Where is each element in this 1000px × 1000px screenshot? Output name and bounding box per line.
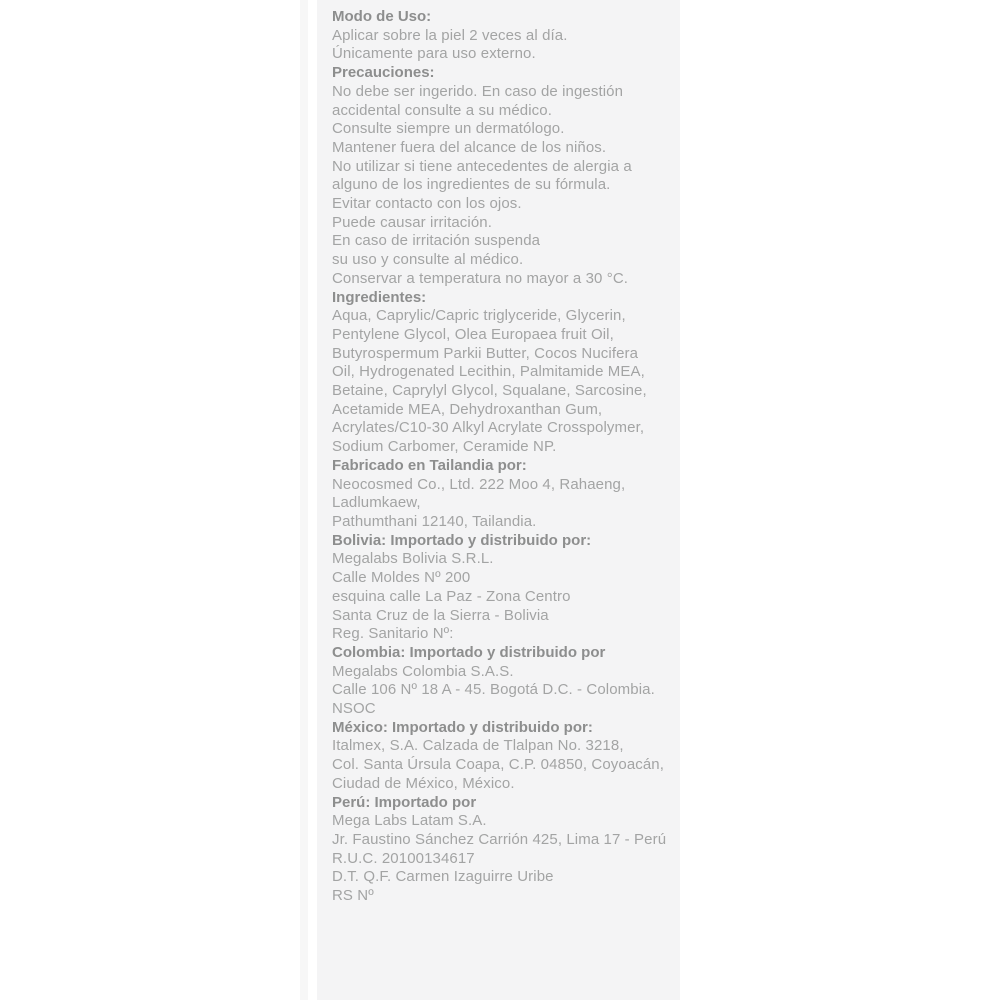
label-heading-line: Modo de Uso: [332, 8, 432, 25]
label-heading-line: Perú: Importado por [332, 793, 477, 811]
label-body-line: Evitar contacto con los ojos. [332, 195, 522, 213]
label-body-line: alguno de los ingredientes de su fórmula. [332, 176, 611, 194]
label-body-line: Italmex, S.A. Calzada de Tlalpan No. 3218, [332, 737, 624, 755]
label-body-line: Conservar a temperatura no mayor a 30 °C. [332, 269, 629, 287]
label-body-line: Megalabs Bolivia S.R.L. [332, 550, 494, 568]
label-body-line: Ciudad de México, México. [332, 774, 515, 792]
label-body-line: En caso de irritación suspenda [332, 232, 541, 250]
label-body-line: su uso y consulte al médico. [332, 251, 524, 269]
label-body-line: RS Nº [332, 887, 374, 905]
label-body-line: Butyrospermum Parkii Butter, Cocos Nucifera [332, 344, 639, 362]
label-heading-line: Precauciones: [332, 64, 435, 82]
label-body-line: Megalabs Colombia S.A.S. [332, 662, 514, 680]
label-body-line: Jr. Faustino Sánchez Carrión 425, Lima 17 - Perú [332, 830, 667, 848]
label-body-line: No debe ser ingerido. En caso de ingestión [332, 82, 624, 100]
label-body-line: Oil, Hydrogenated Lecithin, Palmitamide MEA, [332, 363, 645, 381]
label-body-line: D.T. Q.F. Carmen Izaguirre Uribe [332, 868, 554, 886]
label-body-line: R.U.C. 20100134617 [332, 849, 475, 867]
label-text-block [317, 0, 680, 906]
label-body-line: accidental consulte a su médico. [332, 101, 552, 119]
label-heading-line: Fabricado en Tailandia por: [332, 456, 527, 474]
label-body-line: Reg. Sanitario Nº: [332, 625, 454, 643]
label-body-line: Calle 106 Nº 18 A - 45. Bogotá D.C. - Colombia. [332, 681, 655, 699]
label-body-line: esquina calle La Paz - Zona Centro [332, 587, 571, 605]
label-body-line: Santa Cruz de la Sierra - Bolivia [332, 606, 549, 624]
label-body-line: Sodium Carbomer, Ceramide NP. [332, 438, 557, 456]
label-body-line: Acetamide MEA, Dehydroxanthan Gum, [332, 400, 603, 418]
label-heading-line: Colombia: Importado y distribuido por [332, 643, 606, 661]
label-body-line: Mantener fuera del alcance de los niños. [332, 138, 607, 156]
label-heading-line: Ingredientes: [332, 288, 427, 306]
label-body-line: Aplicar sobre la piel 2 veces al día. [332, 26, 568, 44]
label-body-line: Calle Moldes Nº 200 [332, 569, 471, 587]
label-body-line: Consulte siempre un dermatólogo. [332, 120, 565, 138]
label-heading-line: Bolivia: Importado y distribuido por: [332, 531, 592, 549]
label-body-line: NSOC [332, 700, 376, 718]
label-body-line: Acrylates/C10-30 Alkyl Acrylate Crosspolymer, [332, 419, 645, 437]
product-label-panel [317, 0, 680, 1000]
label-edge-shadow [300, 0, 308, 1000]
label-body-line: Puede causar irritación. [332, 213, 492, 231]
label-body-line: Aqua, Caprylic/Capric triglyceride, Glycerin, [332, 307, 626, 325]
label-body-line: No utilizar si tiene antecedentes de alergia a [332, 157, 632, 175]
label-body-line: Pathumthani 12140, Tailandia. [332, 512, 537, 530]
label-heading-line: México: Importado y distribuido por: [332, 718, 593, 736]
label-body-line: Únicamente para uso externo. [332, 45, 536, 63]
label-body-line: Betaine, Caprylyl Glycol, Squalane, Sarcosine, [332, 382, 647, 400]
label-body-line: Mega Labs Latam S.A. [332, 812, 487, 830]
label-body-line: Neocosmed Co., Ltd. 222 Moo 4, Rahaeng, [332, 475, 626, 493]
label-body-line: Ladlumkaew, [332, 494, 421, 512]
label-body-line: Pentylene Glycol, Olea Europaea fruit Oil, [332, 325, 614, 343]
label-body-line: Col. Santa Úrsula Coapa, C.P. 04850, Coyoacán, [332, 756, 665, 774]
